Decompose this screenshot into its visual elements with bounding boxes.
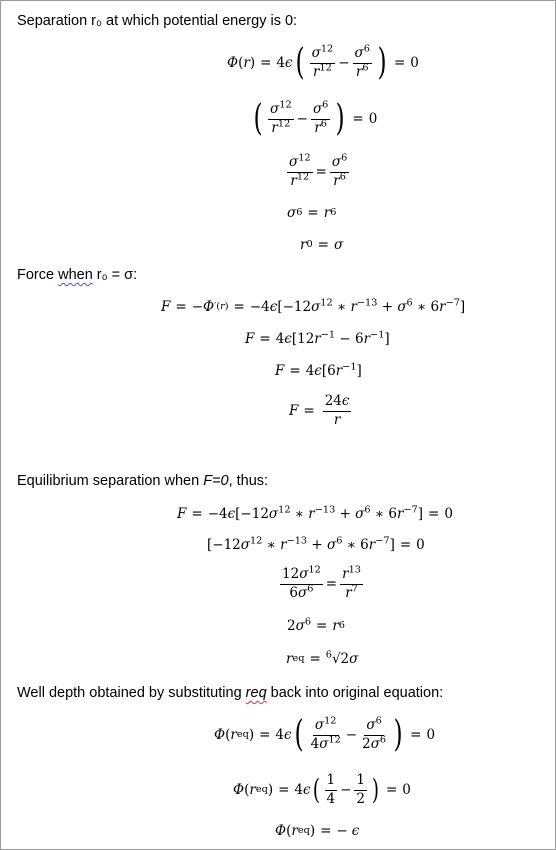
epsilon-symbol: ϵ: [351, 823, 360, 839]
equation-fraction-equality: [284, 152, 352, 189]
exp: 6: [322, 99, 329, 111]
fraction-r13-r7: [340, 564, 363, 601]
var-r: r: [333, 172, 340, 189]
equals-sign: =: [399, 537, 412, 553]
equals-sign: =: [316, 618, 328, 634]
exp: 6: [339, 171, 346, 183]
var-r: r: [243, 55, 250, 71]
equation-equilibrium-force: [177, 506, 453, 522]
phi-symbol: Φ: [227, 55, 239, 71]
equation-sigma6-r6: σ 6 = r 6: [287, 205, 337, 221]
epsilon-symbol: ϵ: [285, 55, 293, 71]
numerator: 1: [354, 773, 367, 791]
right-paren: ): [371, 773, 380, 807]
equals-sign: =: [352, 111, 364, 127]
var-r: r: [342, 566, 349, 582]
exp: 7: [351, 583, 358, 595]
exp: 13: [348, 564, 361, 576]
var-F: F: [161, 299, 171, 315]
fraction-sigma6-r6: [353, 43, 372, 80]
equals-sign: =: [191, 506, 203, 522]
zero: 0: [426, 727, 436, 743]
var-r: r: [314, 119, 321, 136]
equation-potential-zero: Φ ( r ) = 4 ϵ ( $\frac{\sigma^{12}}{r^{12}}$ − $\frac{\sigma^6}{r^6}$ ) = 0: [227, 42, 419, 83]
equals-sign: =: [259, 727, 271, 743]
minus-sign: −: [336, 823, 348, 839]
equals-sign: =: [259, 331, 271, 347]
right-paren: ): [393, 714, 403, 755]
var-F: F: [275, 363, 285, 379]
equals-sign: =: [307, 205, 319, 221]
exp: 12: [298, 152, 311, 164]
minus-sign: −: [345, 727, 358, 743]
equation-2sigma6-r6: $2\sigma^6$ = r 6: [287, 616, 345, 634]
expression: $4\epsilon[12r^{-1} - 6r^{-1}]$: [275, 329, 390, 347]
heading-text: Equilibrium separation when: [17, 473, 204, 489]
expression: $-4\epsilon[-12\sigma^{12}$ ∗ $r^{-13} + \sigma^6$ ∗ $6r^{-7}$]: [207, 504, 424, 522]
expression: $2\sigma^6$: [287, 616, 311, 634]
heading-text: Force: [17, 267, 59, 283]
minus-sign: −: [191, 299, 203, 315]
equation-force-derivative: F = − Φ ′(r) = $-4\epsilon[-12\sigma^{12}$ ∗ $r^{-13} + \sigma^6$ ∗ $6r^{-7}$]: [161, 297, 466, 315]
heading-text-italic: F=0: [203, 473, 229, 489]
equals-sign: =: [278, 782, 290, 799]
var-F: F: [245, 331, 255, 347]
exp: 12: [319, 62, 332, 73]
denominator: $4\sigma^{12}$: [310, 734, 341, 752]
exp: 6: [320, 118, 327, 129]
equals-sign: =: [309, 651, 321, 667]
exp: 6: [375, 715, 382, 727]
var-F: F: [289, 403, 299, 420]
equation-r0-sigma: r 0 = σ: [300, 237, 344, 253]
exp: 12: [277, 118, 291, 129]
var-r: r: [291, 823, 298, 839]
left-paren: (: [295, 42, 305, 83]
equals-sign: =: [315, 164, 327, 181]
heading-text-underlined: req: [245, 685, 267, 701]
section-heading-zero-potential: [17, 13, 297, 29]
equation-bracket-equilibrium: [207, 537, 425, 553]
var-sigma: σ: [314, 716, 325, 733]
equation-well-depth-result: Φ ( r eq ) = − ϵ: [275, 823, 360, 839]
var-r: r: [345, 584, 352, 601]
var-r: r: [271, 119, 278, 136]
coefficient: 4ϵ: [275, 727, 292, 743]
denominator: 2: [356, 790, 365, 807]
var-sigma: σ: [333, 237, 344, 253]
section-heading-equilibrium: [17, 473, 268, 489]
fraction-12sigma12-6sigma6: [280, 564, 323, 601]
right-paren: ): [335, 98, 345, 139]
var-r: r: [323, 205, 331, 221]
exp: 12: [320, 43, 334, 55]
equals-sign: =: [260, 55, 272, 71]
heading-text: Separation r₀ at which potential energy is 0:: [17, 13, 298, 29]
zero: 0: [410, 55, 419, 71]
equals-sign: =: [320, 823, 332, 839]
var-r: r: [332, 618, 339, 634]
fraction-sigma12-4sigma12: [309, 715, 343, 752]
var-sigma: σ: [311, 44, 321, 61]
var-r: r: [300, 237, 307, 253]
coefficient: 4ϵ: [294, 782, 311, 799]
fraction-sigma12-r12: [287, 152, 313, 189]
var-r: r: [286, 651, 293, 667]
right-paren: ): [377, 42, 387, 83]
sixth-root-expression: $^6$√2σ: [325, 649, 359, 667]
equation-force-simplified: [245, 331, 390, 347]
zero: 0: [444, 506, 453, 522]
phi-symbol: Φ: [275, 823, 287, 839]
expression: $-4\epsilon[-12\sigma^{12}$ ∗ $r^{-13} + \sigma^6$ ∗ $6r^{-7}$]: [249, 297, 466, 315]
fraction-1-4: [325, 773, 338, 807]
phi-symbol: Φ: [233, 782, 245, 799]
coefficient: 4: [276, 55, 286, 71]
expression: $4\epsilon[6r^{-1}]$: [305, 361, 362, 379]
heading-text-underlined: when: [58, 267, 93, 283]
equals-sign: =: [410, 727, 422, 743]
fraction-sigma6-2sigma6: [360, 715, 388, 752]
exp: 6: [362, 62, 369, 73]
numerator: 24ϵ: [323, 394, 352, 412]
fraction-24eps-r: [323, 394, 352, 428]
section-heading-force: [17, 267, 137, 283]
equals-sign: =: [385, 782, 398, 799]
equation-phi-req-numeric: Φ ( r eq ) = 4ϵ ( $\frac{1}{4}$ − $\frac{1}{2}$ ) = 0: [233, 772, 411, 807]
var-r: r: [355, 63, 363, 80]
equation-bracket-zero: [251, 98, 378, 139]
equals-sign: =: [289, 363, 301, 379]
equation-ratio: [277, 564, 366, 601]
var-r: r: [290, 172, 297, 189]
fraction-sigma6-r6: [330, 152, 349, 189]
var-sigma: σ: [366, 716, 376, 733]
var-F: F: [177, 506, 187, 522]
var-sigma: σ: [289, 154, 299, 170]
exp: 12: [279, 99, 292, 111]
exp: 12: [324, 715, 337, 727]
var-r: r: [333, 411, 341, 428]
exp: 6: [363, 43, 370, 55]
equals-sign: =: [175, 299, 187, 315]
heading-text: back into original equation:: [266, 685, 444, 701]
expression: [$-12\sigma^{12}$ ∗ $r^{-13} + \sigma^6$ ∗ $6r^{-7}$]: [207, 535, 395, 553]
equals-sign: =: [303, 403, 315, 420]
fraction-1-2: [354, 773, 367, 807]
var-r: r: [249, 782, 256, 799]
var-sigma: σ: [354, 44, 364, 61]
fraction-sigma6-r6: [311, 99, 330, 136]
denominator: 4: [326, 790, 336, 807]
section-heading-well-depth: [17, 685, 443, 701]
heading-text: r₀ = σ:: [92, 267, 138, 283]
minus-sign: −: [338, 55, 350, 71]
heading-text: , thus:: [228, 473, 269, 489]
equals-sign: =: [233, 299, 245, 315]
var-r: r: [313, 63, 320, 80]
fraction-sigma12-r12: [310, 43, 336, 80]
phi-symbol: Φ: [203, 299, 215, 315]
equals-sign: =: [317, 237, 329, 253]
minus-sign: −: [296, 111, 308, 127]
equals-sign: =: [393, 55, 406, 71]
var-r: r: [230, 727, 237, 743]
equation-force-6r: [275, 363, 362, 379]
zero: 0: [402, 782, 411, 799]
var-sigma: σ: [312, 100, 323, 117]
zero: 0: [416, 537, 425, 553]
var-sigma: σ: [287, 205, 297, 221]
numerator: $12\sigma^{12}$: [280, 567, 323, 585]
heading-text: Well depth obtained by substituting: [17, 685, 246, 701]
var-sigma: σ: [331, 154, 342, 170]
numerator: 1: [325, 773, 338, 791]
minus-sign: −: [340, 782, 352, 799]
left-paren: (: [253, 98, 263, 139]
phi-symbol: Φ: [214, 727, 226, 743]
var-sigma: σ: [270, 100, 280, 117]
denominator: $2\sigma^6$: [362, 734, 387, 752]
exp: 12: [296, 171, 310, 183]
equals-sign: =: [428, 506, 440, 522]
exp: 6: [341, 152, 348, 164]
left-paren: (: [312, 773, 320, 807]
fraction-sigma12-r12: [268, 99, 294, 136]
zero: 0: [368, 111, 378, 127]
left-paren: (: [294, 714, 304, 755]
denominator: $6\sigma^6$: [289, 583, 314, 601]
equation-force-result: [289, 394, 354, 428]
equals-sign: =: [325, 576, 338, 593]
equation-req: r eq = $^6$√2σ: [286, 649, 359, 667]
equation-phi-req-substituted: Φ ( r eq ) = 4ϵ ( $\frac{\sigma^{12}}{4\sigma^{12}}$ − $\frac{\sigma^6}{2\sigma^6}$ ) = 0: [214, 714, 436, 755]
